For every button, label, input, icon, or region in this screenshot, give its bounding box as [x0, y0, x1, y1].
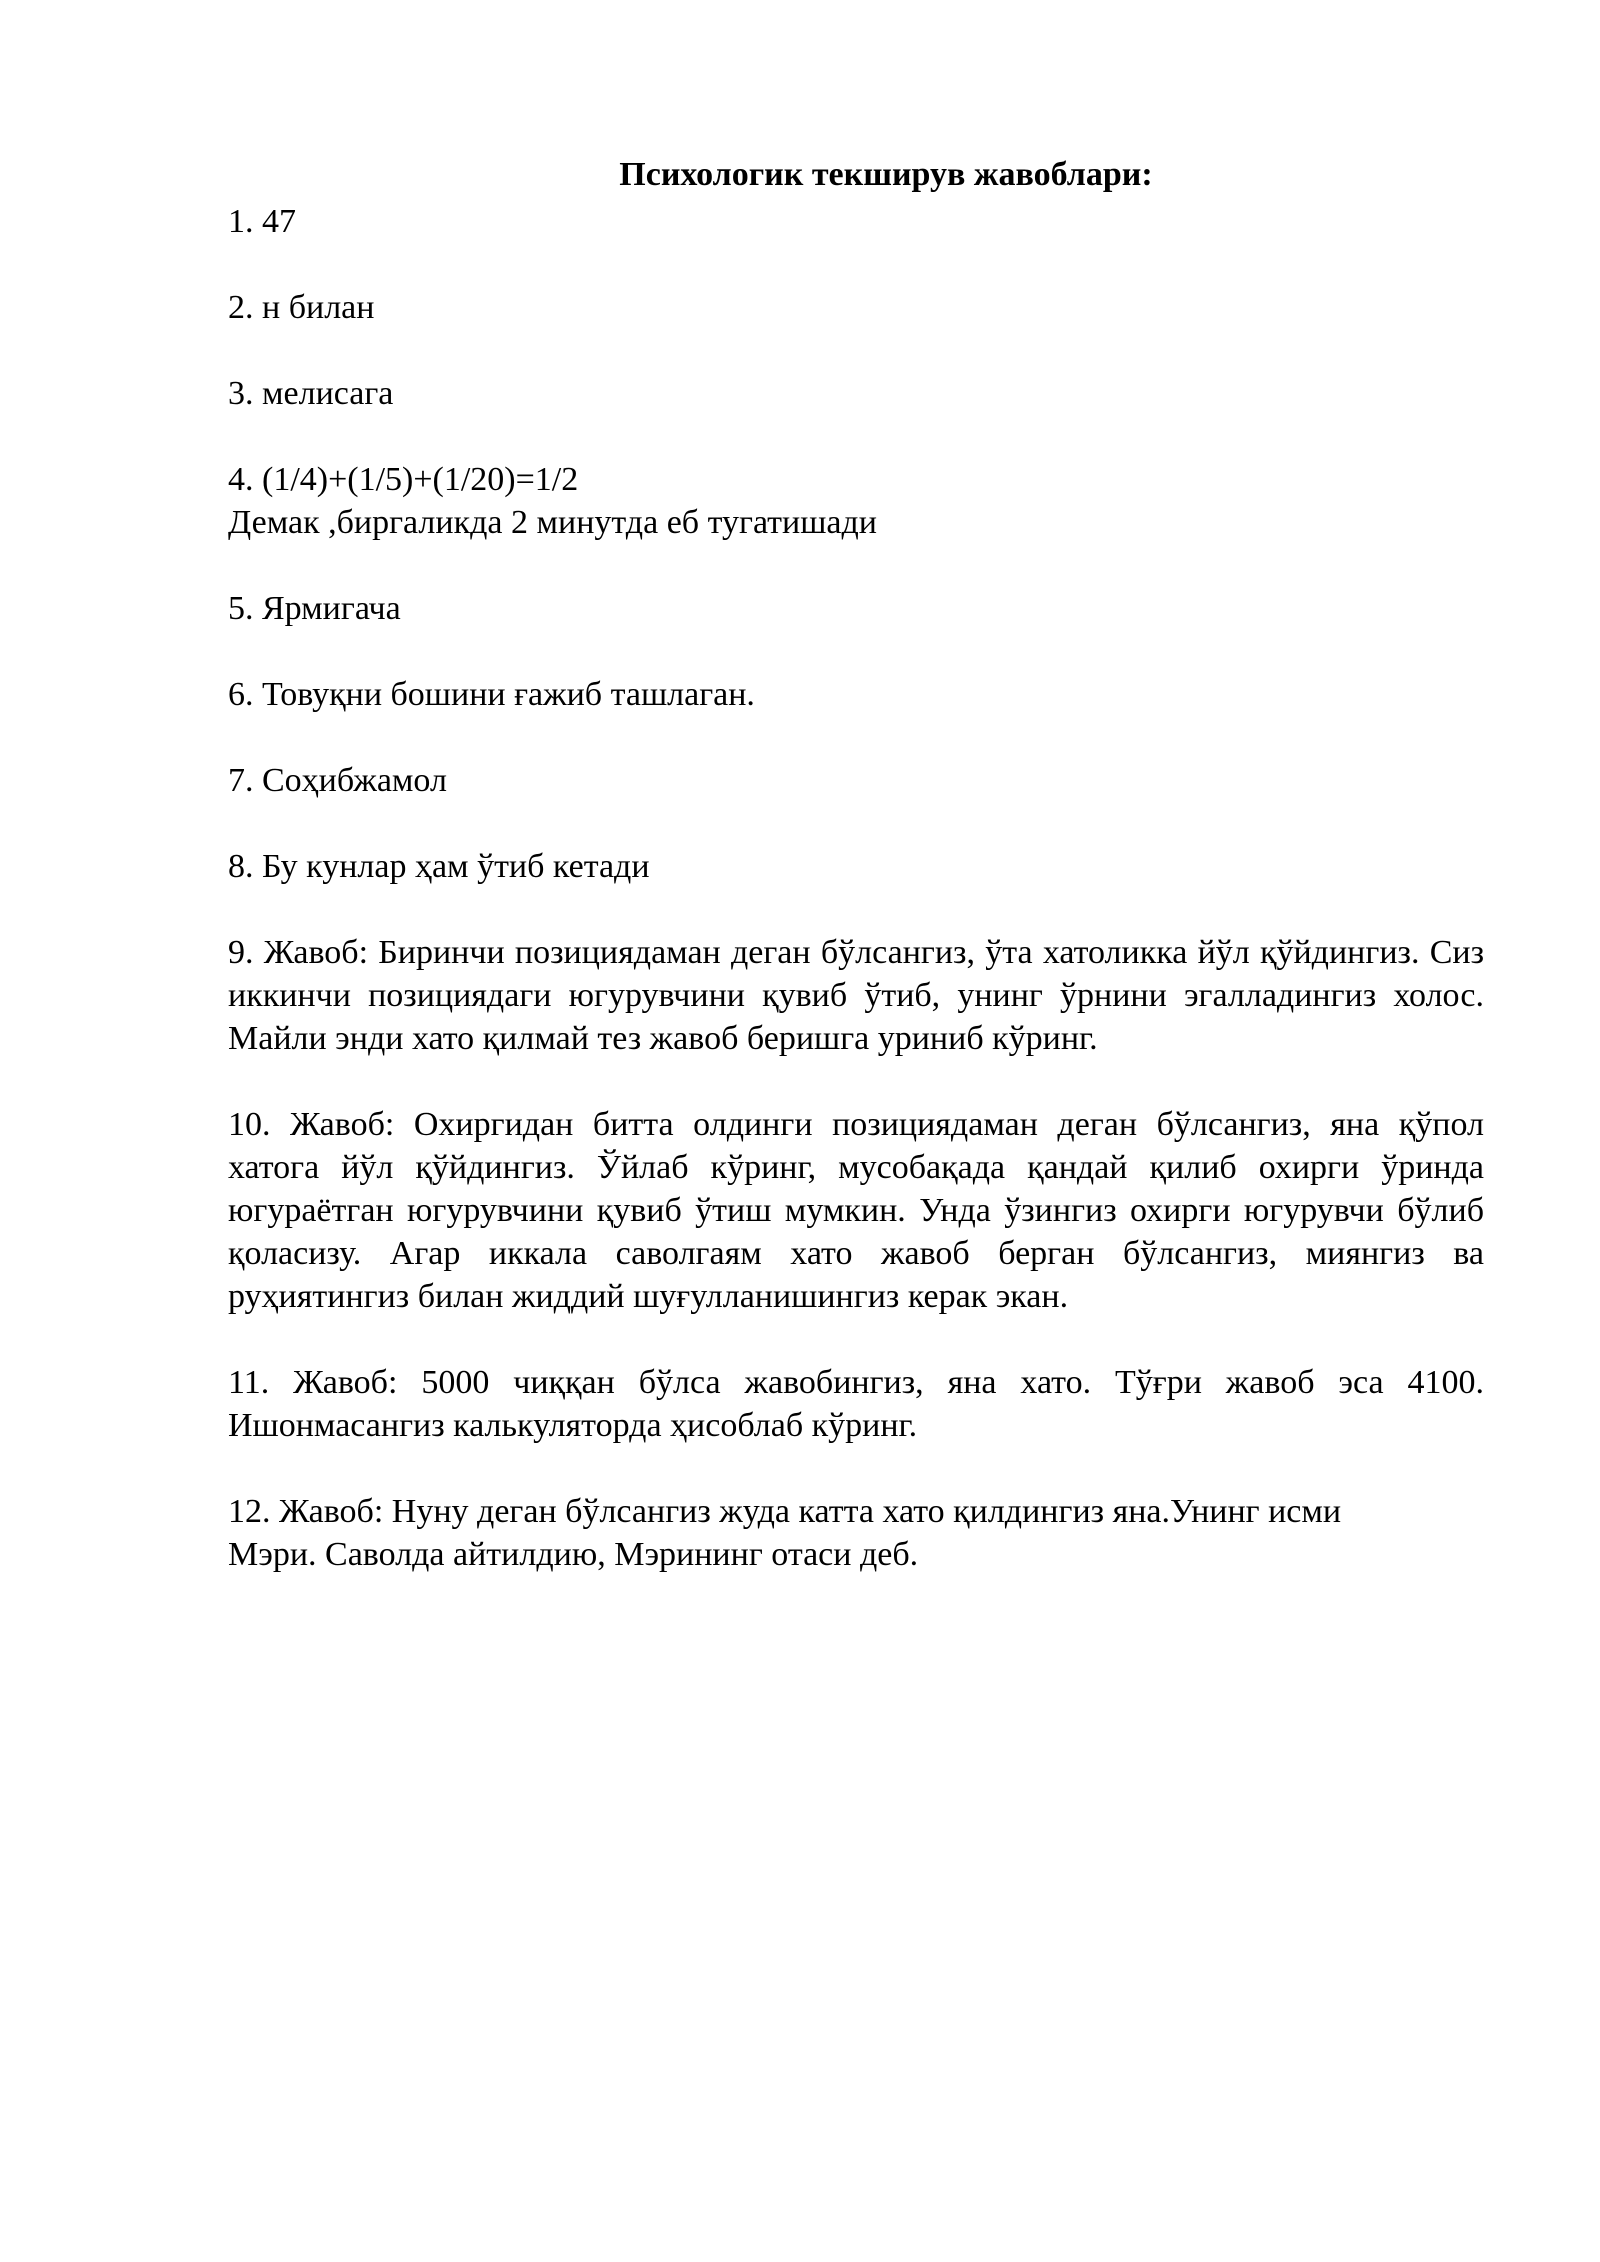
answer-line: 12. Жавоб: Нуну деган бўлсангиз жуда катта хато қилдингиз яна.Унинг исми — [228, 1493, 1342, 1530]
answer-3 — [228, 372, 1484, 415]
answer-1 — [228, 200, 1484, 243]
answer-10 — [228, 1103, 1484, 1318]
answer-line: Мэри. Саволда айтилдию, Мэрининг отаси деб. — [228, 1536, 919, 1573]
answer-11 — [228, 1361, 1484, 1447]
answer-line: 7. Соҳибжамол — [228, 762, 447, 799]
answer-2 — [228, 286, 1484, 329]
document-page — [228, 150, 1484, 1619]
answer-line: 5. Ярмигача — [228, 590, 401, 627]
answer-line: 3. мелисага — [228, 375, 394, 412]
answer-4 — [228, 458, 1484, 544]
document-title: Психологик текширув жавоблари: — [619, 156, 1153, 193]
answer-7 — [228, 759, 1484, 802]
answer-9 — [228, 931, 1484, 1060]
answer-line: 4. (1/4)+(1/5)+(1/20)=1/2 — [228, 461, 579, 498]
answer-8 — [228, 845, 1484, 888]
answer-paragraph: 11. Жавоб: 5000 чиққан бўлса жавобингиз, яна хато. Тўғри жавоб эса 4100. Ишонмасангиз калькуляторда ҳисоблаб кўринг. — [228, 1364, 1484, 1444]
answer-paragraph: 10. Жавоб: Охиргидан битта олдинги позициядаман деган бўлсангиз, яна қўпол хатога йўл қўйдингиз. Ўйлаб кўринг, мусобақада қандай қилиб охирги ўринда югураётган югурувчини қувиб ўтиш мумкин. Унда ўзингиз охирги югурувчи бўлиб қоласизу. Агар иккала саволгаям хато жавоб берган бўлсангиз, миянгиз ва руҳиятингиз билан жиддий шуғулланишингиз керак экан. — [228, 1106, 1484, 1315]
answer-line: 1. 47 — [228, 203, 296, 240]
answer-line: 2. н билан — [228, 289, 375, 326]
answer-5 — [228, 587, 1484, 630]
answer-12 — [228, 1490, 1484, 1576]
answer-line: 8. Бу кунлар ҳам ўтиб кетади — [228, 848, 650, 885]
answer-paragraph: 9. Жавоб: Биринчи позициядаман деган бўлсангиз, ўта хатоликка йўл қўйдингиз. Сиз иккинчи позициядаги югурувчини қувиб ўтиб, унинг ўрнини эгалладингиз холос. Майли энди хато қилмай тез жавоб беришга уриниб кўринг. — [228, 934, 1484, 1057]
answer-line: 6. Товуқни бошини ғажиб ташлаган. — [228, 676, 755, 713]
answer-line: Демак ,биргаликда 2 минутда еб тугатишади — [228, 504, 877, 541]
answer-6 — [228, 673, 1484, 716]
